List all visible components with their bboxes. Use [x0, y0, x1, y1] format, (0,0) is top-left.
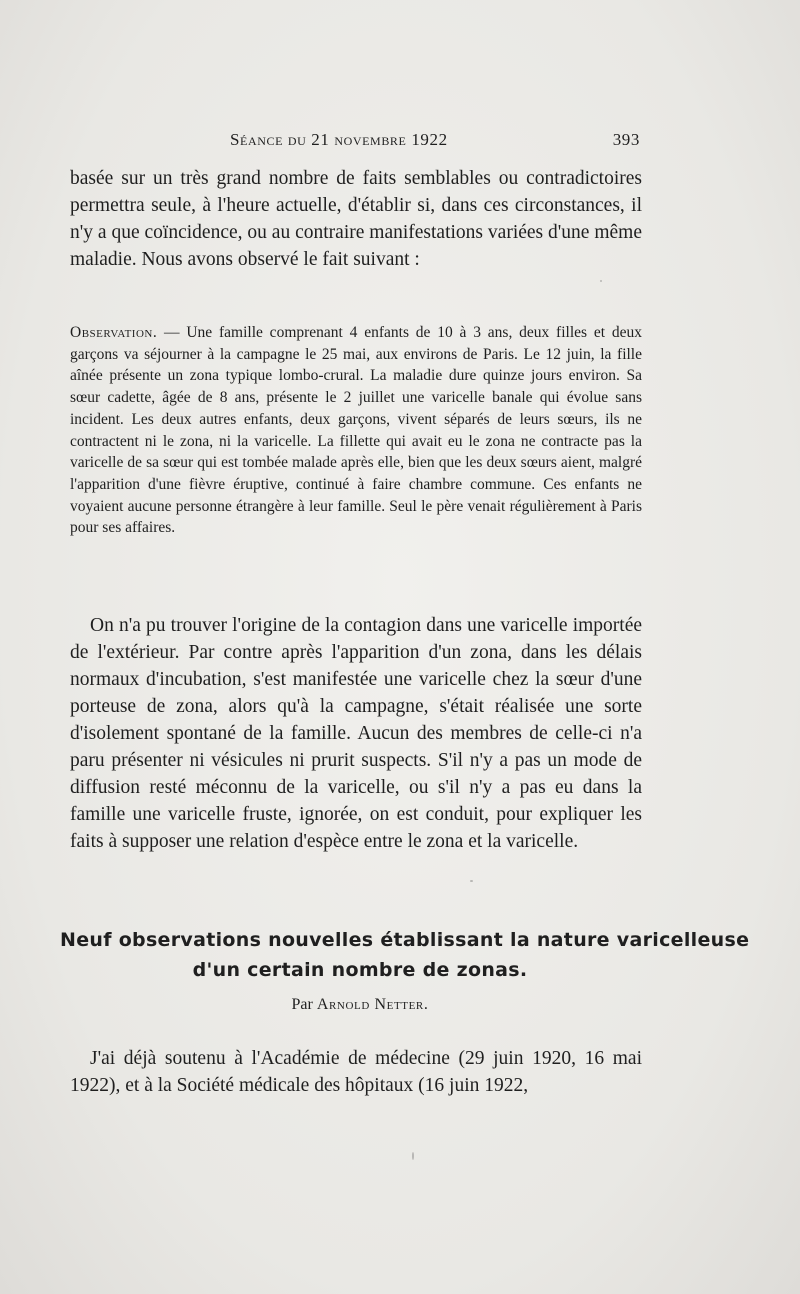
scan-speck: [470, 880, 473, 882]
paragraph-new-article: J'ai déjà soutenu à l'Académie de médecine (29 juin 1920, 16 mai 1922), et à la Société médicale des hôpitaux (16 juin 1922,: [70, 1048, 642, 1096]
paragraph-intro: basée sur un très grand nombre de faits semblables ou contradictoires permettra seule, à l'heure actuelle, d'établir si, dans ces circonstances, il n'y a que coïncidence, ou au contraire manifestations variées d'une même maladie. Nous avons observé le fait suivant :: [70, 168, 642, 270]
observation-label: Observation.: [70, 324, 158, 341]
observation-paragraph: [70, 322, 642, 539]
paragraph-conclusion: On n'a pu trouver l'origine de la contagion dans une varicelle importée de l'extérieur. Par contre après l'apparition d'un zona, dans les délais normaux d'incubation, s'est manifestée une varicelle chez la sœur d'une porteuse de zona, alors qu'à la campagne, s'était réalisée une sorte d'isolement spontané de la famille. Aucun des membres de celle-ci n'a paru présenter ni vésicules ni prurit suspects. S'il n'y a pas un mode de diffusion resté méconnu de la varicelle, ou s'il n'y a pas eu dans la famille une varicelle fruste, ignorée, on est conduit, pour expliquer les faits à supposer une relation d'espèce entre le zona et la varicelle.: [70, 615, 642, 852]
article-title-line-1: Neuf observations nouvelles établissant la nature varicelleuse: [60, 929, 750, 951]
scan-speck: [600, 280, 602, 282]
article-title-line-2: d'un certain nombre de zonas.: [192, 959, 528, 981]
running-title: Séance du 21 novembre 1922: [230, 130, 448, 149]
article-title: [60, 925, 750, 985]
scan-speck: [412, 1152, 414, 1160]
byline-prefix: Par: [291, 996, 317, 1013]
article-byline: [60, 996, 660, 1014]
page-number: 393: [612, 130, 640, 149]
article-author: Arnold Netter.: [316, 996, 429, 1013]
observation-text: — Une famille comprenant 4 enfants de 10 à 3 ans, deux filles et deux garçons va séjourner à la campagne le 25 mai, aux environs de Paris. Le 12 juin, la fille aînée présente un zona typique lombo-crural. La maladie dure quinze jours environ. Sa sœur cadette, âgée de 8 ans, présente le 2 juillet une varicelle banale qui évolue sans incident. Les deux autres enfants, deux garçons, vivent séparés de leurs sœurs, ils ne contractent ni le zona, ni la varicelle. La fillette qui avait eu le zona ne contracte pas la varicelle de sa sœur qui est tombée malade après elle, bien que les deux sœurs aient, malgré l'apparition d'une fièvre éruptive, continué à faire chambre commune. Ces enfants ne voyaient aucune personne étrangère à leur famille. Seul le père venait régulièrement à Paris pour ses affaires.: [70, 324, 642, 537]
page-header: [70, 130, 640, 156]
